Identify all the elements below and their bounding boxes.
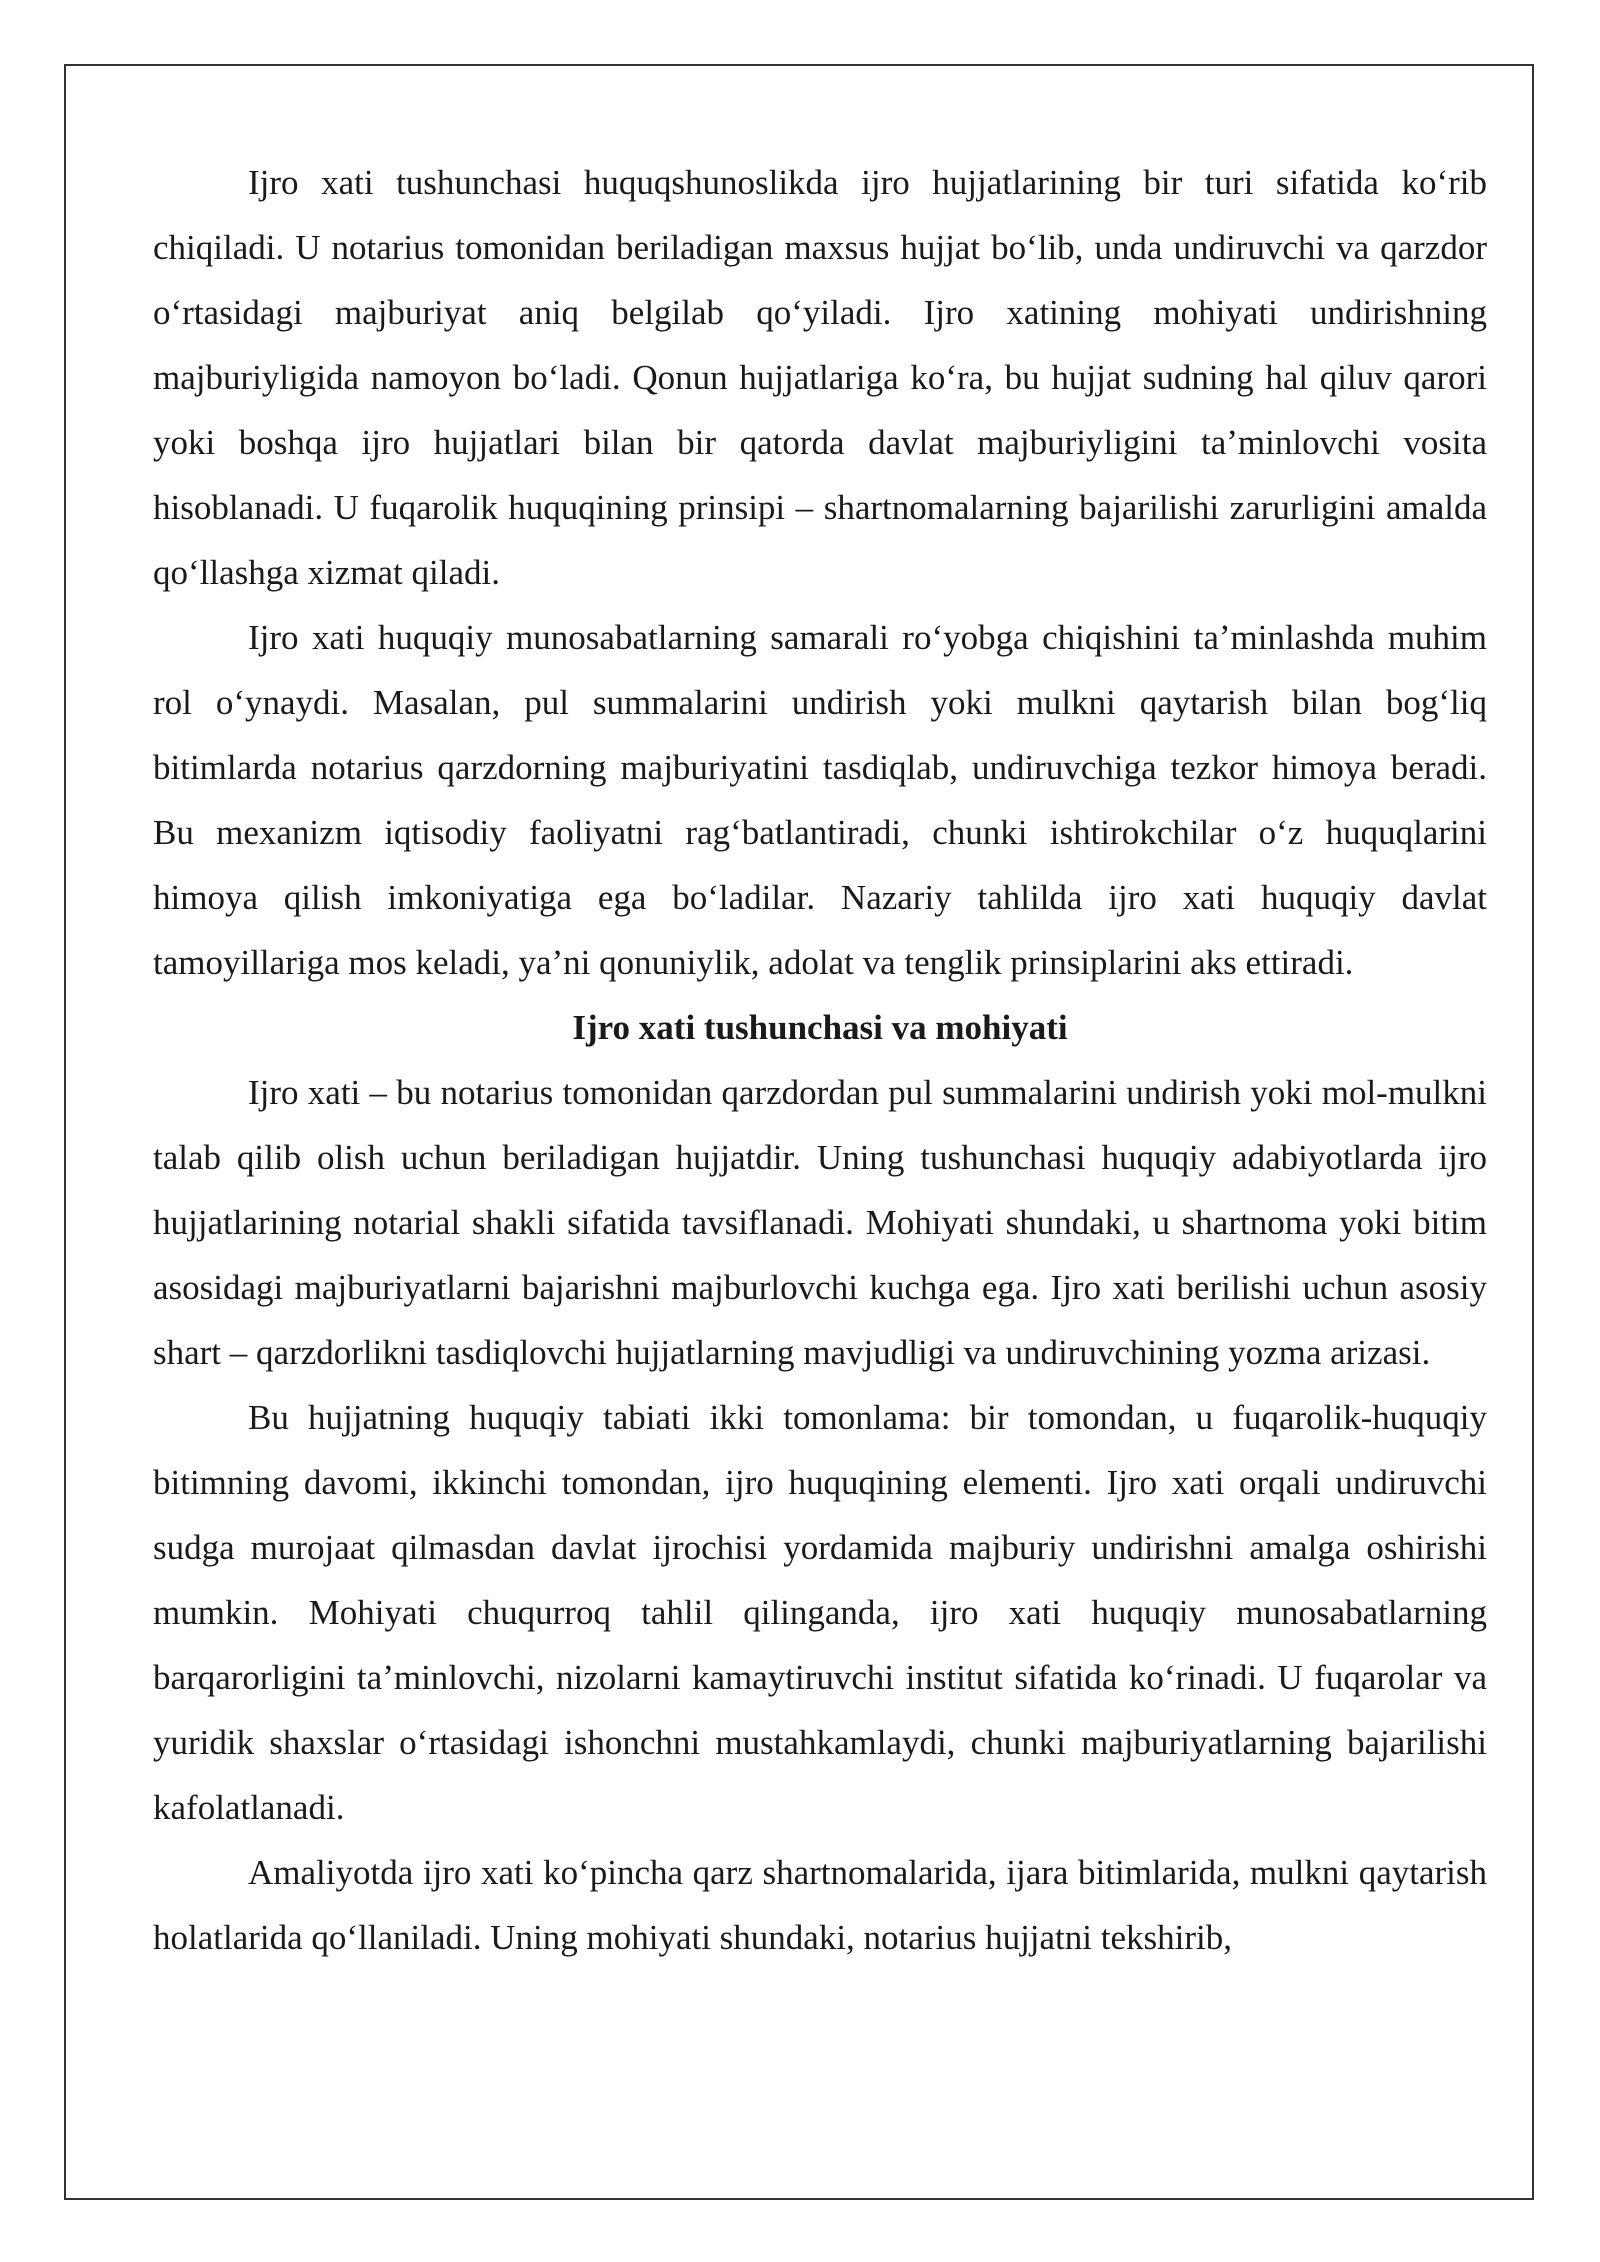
document-body [153,150,1487,1970]
paragraph: Bu hujjatning huquqiy tabiati ikki tomonlama: bir tomondan, u fuqarolik-huquqiy bitimning davomi, ikkinchi tomondan, ijro huquqining elementi. Ijro xati orqali undiruvchi sudga murojaat qilmasdan davlat ijrochisi yordamida majburiy undirishni amalga oshirishi mumkin. Mohiyati chuqurroq tahlil qilinganda, ijro xati huquqiy munosabatlarning barqarorligini taʼminlovchi, nizolarni kamaytiruvchi institut sifatida koʻrinadi. U fuqarolar va yuridik shaxslar oʻrtasidagi ishonchni mustahkamlaydi, chunki majburiyatlarning bajarilishi kafolatlanadi. [153,1398,1487,1827]
paragraph: Amaliyotda ijro xati koʻpincha qarz shartnomalarida, ijara bitimlarida, mulkni qaytarish holatlarida qoʻllaniladi. Uning mohiyati shundaki, notarius hujjatni tekshirib, [153,1853,1487,1957]
section-heading: Ijro xati tushunchasi va mohiyati [572,1008,1068,1047]
paragraph: Ijro xati tushunchasi huquqshunoslikda ijro hujjatlarining bir turi sifatida koʻrib chiqiladi. U notarius tomonidan beriladigan maxsus hujjat boʻlib, unda undiruvchi va qarzdor oʻrtasidagi majburiyat aniq belgilab qoʻyiladi. Ijro xatining mohiyati undirishning majburiyligida namoyon boʻladi. Qonun hujjatlariga koʻra, bu hujjat sudning hal qiluv qarori yoki boshqa ijro hujjatlari bilan bir qatorda davlat majburiyligini taʼminlovchi vosita hisoblanadi. U fuqarolik huquqining prinsipi – shartnomalarning bajarilishi zarurligini amalda qoʻllashga xizmat qiladi. [153,163,1487,592]
paragraph: Ijro xati huquqiy munosabatlarning samarali roʻyobga chiqishini taʼminlashda muhim rol oʻynaydi. Masalan, pul summalarini undirish yoki mulkni qaytarish bilan bogʻliq bitimlarda notarius qarzdorning majburiyatini tasdiqlab, undiruvchiga tezkor himoya beradi. Bu mexanizm iqtisodiy faoliyatni ragʻbatlantiradi, chunki ishtirokchilar oʻz huquqlarini himoya qilish imkoniyatiga ega boʻladilar. Nazariy tahlilda ijro xati huquqiy davlat tamoyillariga mos keladi, yaʼni qonuniylik, adolat va tenglik prinsiplarini aks ettiradi. [153,618,1487,982]
paragraph: Ijro xati – bu notarius tomonidan qarzdordan pul summalarini undirish yoki mol-mulkni talab qilib olish uchun beriladigan hujjatdir. Uning tushunchasi huquqiy adabiyotlarda ijro hujjatlarining notarial shakli sifatida tavsiflanadi. Mohiyati shundaki, u shartnoma yoki bitim asosidagi majburiyatlarni bajarishni majburlovchi kuchga ega. Ijro xati berilishi uchun asosiy shart – qarzdorlikni tasdiqlovchi hujjatlarning mavjudligi va undiruvchining yozma arizasi. [153,1073,1487,1372]
